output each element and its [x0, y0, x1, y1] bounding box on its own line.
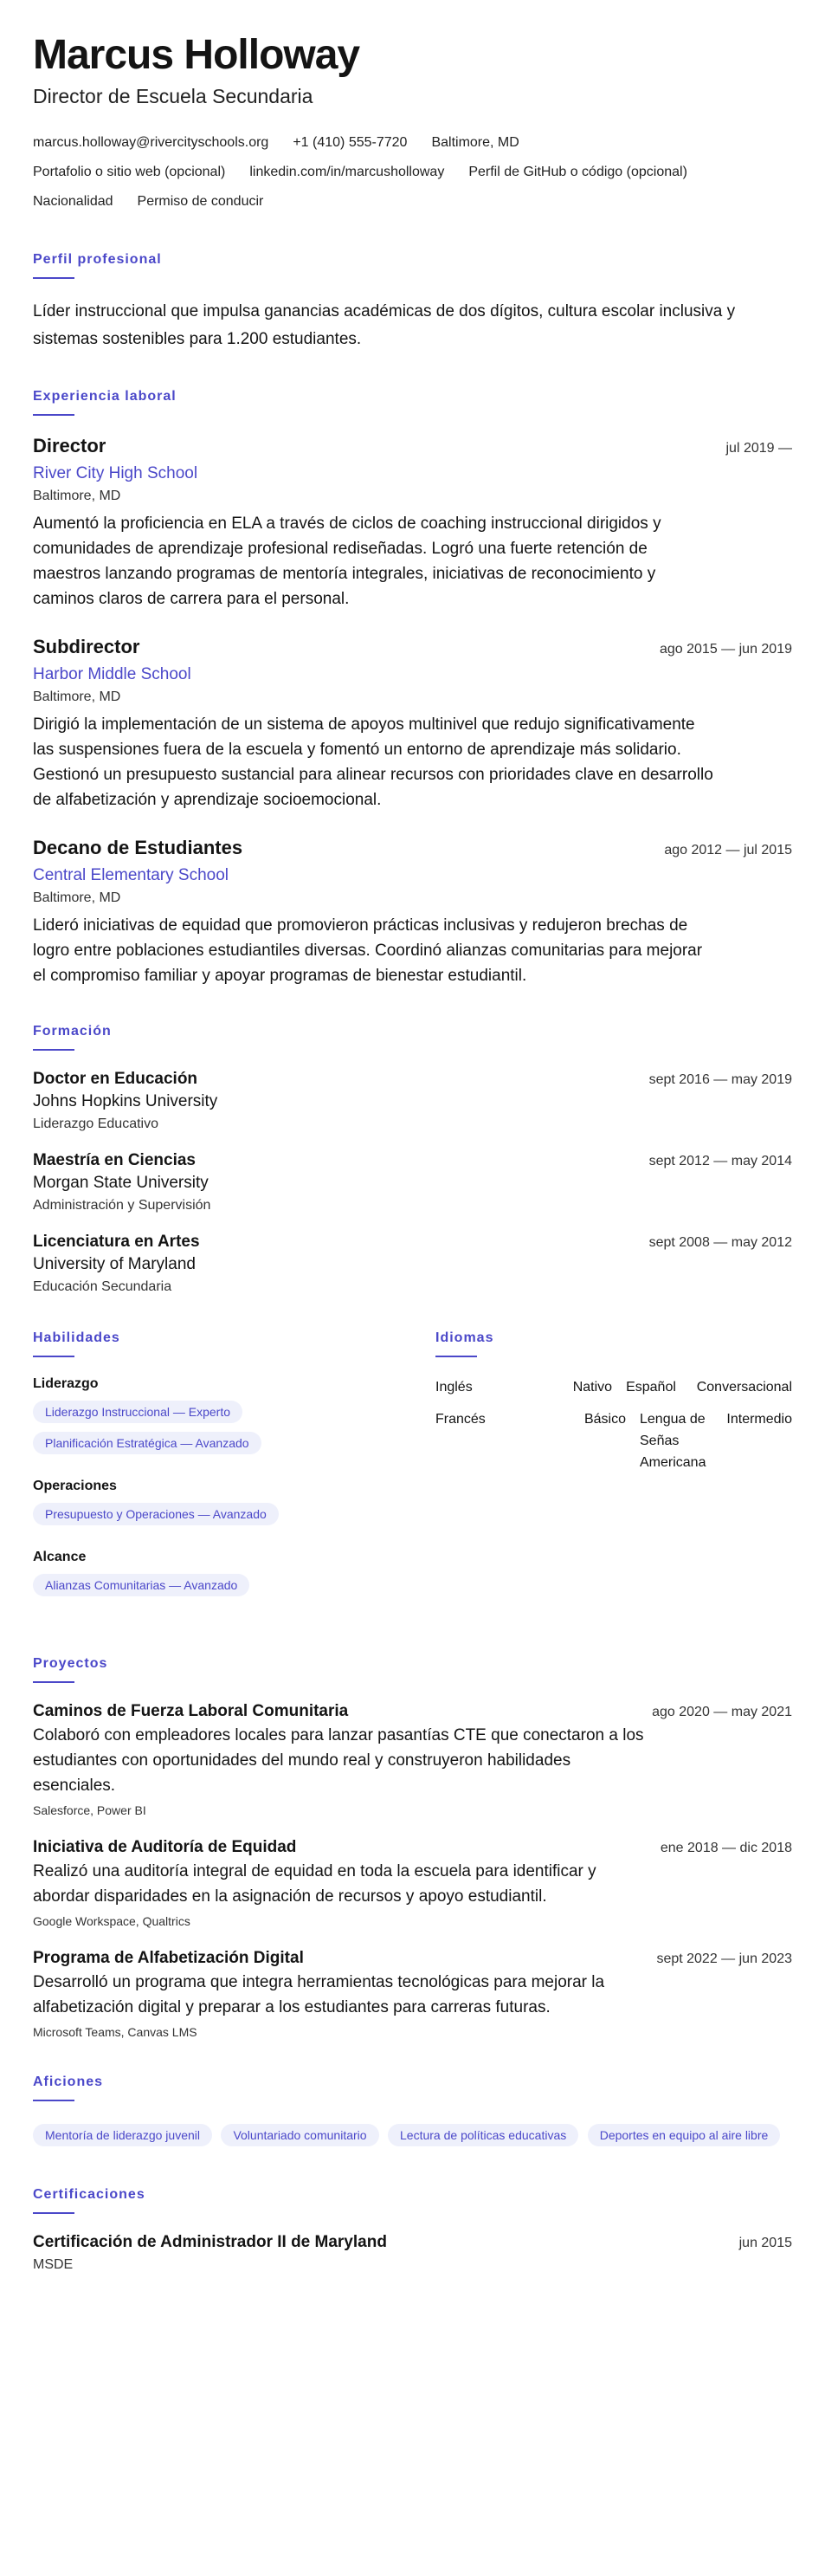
- section-divider: [33, 1049, 74, 1051]
- job-location: Baltimore, MD: [33, 890, 121, 905]
- section-divider: [33, 1356, 74, 1357]
- education-degree: Licenciatura en Artes: [33, 1233, 200, 1251]
- skill-group-name: Operaciones: [33, 1479, 117, 1493]
- language-name: Francés: [435, 1412, 486, 1427]
- education-degree: Maestría en Ciencias: [33, 1151, 196, 1169]
- language-row: [435, 1408, 792, 1473]
- section-heading: Formación: [33, 1024, 112, 1039]
- job-company: River City High School: [33, 464, 198, 482]
- contact-row-3: [33, 187, 792, 217]
- skill-group-name: Liderazgo: [33, 1376, 99, 1391]
- language-name: Español: [626, 1380, 676, 1395]
- contact-email[interactable]: marcus.holloway@rivercityschools.org: [33, 135, 269, 150]
- contact-block: [33, 128, 792, 217]
- project-title: Iniciativa de Auditoría de Equidad: [33, 1838, 297, 1856]
- language-row: [435, 1376, 792, 1398]
- skills-languages-section: [33, 1330, 792, 1621]
- project-entry: [33, 1838, 792, 1928]
- education-entry: [33, 1070, 792, 1132]
- skills-column: [33, 1330, 435, 1621]
- education-school: University of Maryland: [33, 1255, 196, 1273]
- project-date: sept 2022 — jun 2023: [656, 1951, 792, 1966]
- section-heading: Habilidades: [33, 1330, 120, 1345]
- certifications-section: [33, 2186, 792, 2273]
- languages-column: [435, 1330, 792, 1621]
- skill-group-name: Alcance: [33, 1550, 87, 1564]
- education-school: Morgan State University: [33, 1174, 209, 1192]
- contact-linkedin[interactable]: linkedin.com/in/marcusholloway: [249, 165, 445, 179]
- job-entry: [33, 636, 792, 812]
- job-location: Baltimore, MD: [33, 489, 121, 503]
- project-date: ene 2018 — dic 2018: [660, 1841, 792, 1855]
- education-school: Johns Hopkins University: [33, 1092, 218, 1110]
- education-field: Educación Secundaria: [33, 1279, 172, 1294]
- section-heading: Perfil profesional: [33, 252, 162, 267]
- skill-pill: Alianzas Comunitarias — Avanzado: [33, 1574, 249, 1596]
- skill-group: [33, 1376, 435, 1460]
- contact-github[interactable]: Perfil de GitHub o código (opcional): [468, 165, 687, 179]
- project-description: Realizó una auditoría integral de equidad en toda la escuela para identificar y abordar disparidades en la asignación de recursos y apoyo estudiantil.: [33, 1862, 596, 1906]
- hobby-pill: Lectura de políticas educativas: [388, 2124, 578, 2146]
- education-date: sept 2008 — may 2012: [648, 1235, 792, 1250]
- education-date: sept 2012 — may 2014: [648, 1154, 792, 1168]
- education-field: Administración y Supervisión: [33, 1198, 211, 1213]
- language-level: Intermedio: [726, 1412, 792, 1427]
- education-entry: [33, 1151, 792, 1214]
- education-section: [33, 1023, 792, 1295]
- job-company: Central Elementary School: [33, 866, 229, 884]
- job-entry: [33, 435, 792, 612]
- section-heading: Aficiones: [33, 2074, 104, 2089]
- hobby-pill: Voluntariado comunitario: [221, 2124, 378, 2146]
- contact-row-1: [33, 128, 792, 158]
- job-description: Aumentó la proficiencia en ELA a través de ciclos de coaching instruccional dirigidos y comunidades de aprendizaje profesional rediseñadas. Logró una fuerte retención de maestros lanzando programas de mentoría integrales, iniciativas de reconocimiento y caminos claros de carrera para el personal.: [33, 515, 661, 608]
- job-title: Director: [33, 435, 106, 456]
- job-title: Decano de Estudiantes: [33, 837, 243, 858]
- language-name: Lengua de Señas Americana: [640, 1412, 706, 1470]
- education-date: sept 2016 — may 2019: [648, 1072, 792, 1087]
- section-heading: Idiomas: [435, 1330, 494, 1345]
- skill-pill: Presupuesto y Operaciones — Avanzado: [33, 1503, 279, 1525]
- experience-section: [33, 388, 792, 988]
- projects-section: [33, 1655, 792, 2039]
- job-date: ago 2012 — jul 2015: [664, 843, 792, 858]
- job-description: Dirigió la implementación de un sistema de apoyos multinivel que redujo significativamente las suspensiones fuera de la escuela y fomentó un entorno de aprendizaje más solidario. Gestionó un presupuesto sustancial para alinear recursos con prioridades clave en desarrollo de alfabetización y aprendizaje socioemocional.: [33, 715, 713, 809]
- job-company: Harbor Middle School: [33, 665, 191, 683]
- language-level: Básico: [583, 1412, 626, 1427]
- section-divider: [33, 414, 74, 416]
- project-entry: [33, 1702, 792, 1817]
- certification-date: jun 2015: [738, 2236, 792, 2250]
- job-entry: [33, 837, 792, 988]
- section-heading: Proyectos: [33, 1656, 108, 1671]
- section-divider: [435, 1356, 477, 1357]
- skill-pill: Planificación Estratégica — Avanzado: [33, 1432, 261, 1454]
- job-title: Subdirector: [33, 636, 140, 657]
- profile-section: [33, 251, 792, 353]
- section-divider: [33, 2100, 74, 2101]
- certification-entry: [33, 2233, 792, 2273]
- language-level: Nativo: [572, 1380, 613, 1395]
- contact-location: Baltimore, MD: [431, 135, 519, 150]
- section-divider: [33, 1681, 74, 1683]
- project-description: Desarrolló un programa que integra herramientas tecnológicas para mejorar la alfabetización digital y preparar a los estudiantes para carreras futuras.: [33, 1973, 605, 2016]
- contact-row-2: [33, 158, 792, 187]
- skill-group: [33, 1550, 435, 1602]
- project-tech: Salesforce, Power BI: [33, 1803, 146, 1817]
- job-description: Lideró iniciativas de equidad que promovieron prácticas inclusivas y redujeron brechas de logro entre poblaciones estudiantiles diversas. Coordinó alianzas comunitarias para mejorar el compromiso familiar y apoyar programas de bienestar estudiantil.: [33, 916, 703, 985]
- candidate-name: Marcus Holloway: [33, 32, 360, 78]
- certification-title: Certificación de Administrador II de Maryland: [33, 2233, 387, 2251]
- skill-pill: Liderazgo Instruccional — Experto: [33, 1401, 242, 1423]
- contact-phone[interactable]: +1 (410) 555-7720: [293, 135, 408, 150]
- section-heading: Certificaciones: [33, 2187, 145, 2202]
- education-degree: Doctor en Educación: [33, 1070, 198, 1088]
- section-divider: [33, 2212, 74, 2214]
- section-heading: Experiencia laboral: [33, 389, 177, 404]
- project-description: Colaboró con empleadores locales para lanzar pasantías CTE que conectaron a los estudiantes con oportunidades del mundo real y construyeron habilidades esenciales.: [33, 1726, 644, 1795]
- project-title: Programa de Alfabetización Digital: [33, 1949, 304, 1967]
- job-location: Baltimore, MD: [33, 689, 121, 704]
- project-entry: [33, 1949, 792, 2039]
- hobby-pill: Deportes en equipo al aire libre: [588, 2124, 781, 2146]
- language-level: Conversacional: [696, 1380, 792, 1395]
- education-entry: [33, 1233, 792, 1295]
- profile-summary: Líder instruccional que impulsa ganancias académicas de dos dígitos, cultura escolar inclusiva y sistemas sostenibles para 1.200 estudiantes.: [33, 302, 736, 348]
- project-title: Caminos de Fuerza Laboral Comunitaria: [33, 1702, 349, 1720]
- language-name: Inglés: [435, 1380, 473, 1395]
- contact-portfolio[interactable]: Portafolio o sitio web (opcional): [33, 165, 226, 179]
- candidate-title: Director de Escuela Secundaria: [33, 85, 313, 107]
- contact-driving-license: Permiso de conducir: [137, 194, 264, 209]
- project-tech: Google Workspace, Qualtrics: [33, 1914, 190, 1928]
- skill-group: [33, 1479, 435, 1531]
- job-date: ago 2015 — jun 2019: [659, 642, 792, 657]
- hobby-pill: Mentoría de liderazgo juvenil: [33, 2124, 212, 2146]
- hobbies-section: [33, 2074, 792, 2152]
- contact-nationality: Nacionalidad: [33, 194, 113, 209]
- certification-issuer: MSDE: [33, 2257, 74, 2272]
- project-date: ago 2020 — may 2021: [652, 1705, 792, 1719]
- section-divider: [33, 277, 74, 279]
- project-tech: Microsoft Teams, Canvas LMS: [33, 2025, 197, 2039]
- job-date: jul 2019 —: [725, 441, 792, 456]
- hobby-list: [33, 2120, 792, 2152]
- education-field: Liderazgo Educativo: [33, 1116, 158, 1131]
